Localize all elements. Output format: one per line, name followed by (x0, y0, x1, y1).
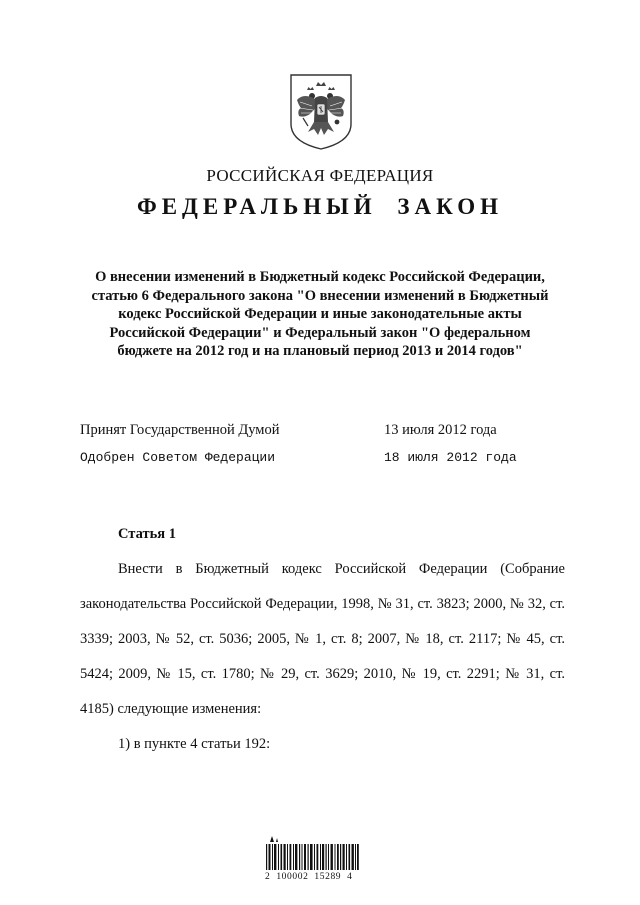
article-heading: Статья 1 (118, 526, 176, 542)
law-title-line: кодекс Российской Федерации и иные законодательные акты (118, 306, 522, 323)
barcode-number: 2 100002 15289 4 (265, 872, 353, 882)
law-title-line: статью 6 Федерального закона "О внесении изменений в Бюджетный (91, 287, 549, 304)
article-paragraph: Внести в Бюджетный кодекс Российской Федерации (Собрание законодательства Российской Федерации, 1998, № 31, ст. 3823; 2000, № 32, ст. 3339; 2003, № 52, ст. 5036; 2005, № 1, ст. 8; 2007, № 18, ст. 2117; № 45, ст. 5424; 2009, № 15, ст. 1780; № 29, ст. 3629; 2010, № 19, ст. 2291; № 31, ст. 4185) следующие изменения: (80, 561, 565, 717)
law-title-line: бюджете на 2012 год и на плановый период 2013 и 2014 годов" (117, 343, 523, 360)
coat-of-arms-icon (288, 72, 354, 152)
article-paragraph: 1) в пункте 4 статьи 192: (118, 736, 271, 752)
council-approval-date: 18 июля 2012 года (384, 450, 517, 465)
council-approval-label: Одобрен Советом Федерации (80, 450, 276, 465)
law-title (70, 268, 570, 361)
document-type: ФЕДЕРАЛЬНЫЙ ЗАКОН (136, 194, 504, 219)
duma-adoption-label: Принят Государственной Думой (80, 422, 280, 438)
country-name: РОССИЙСКАЯ ФЕДЕРАЦИЯ (206, 166, 434, 185)
law-title-line: Российской Федерации" и Федеральный закон "О федеральном (109, 324, 531, 341)
duma-adoption-date: 13 июля 2012 года (384, 422, 497, 438)
law-title-line: О внесении изменений в Бюджетный кодекс Российской Федерации, (95, 269, 545, 285)
